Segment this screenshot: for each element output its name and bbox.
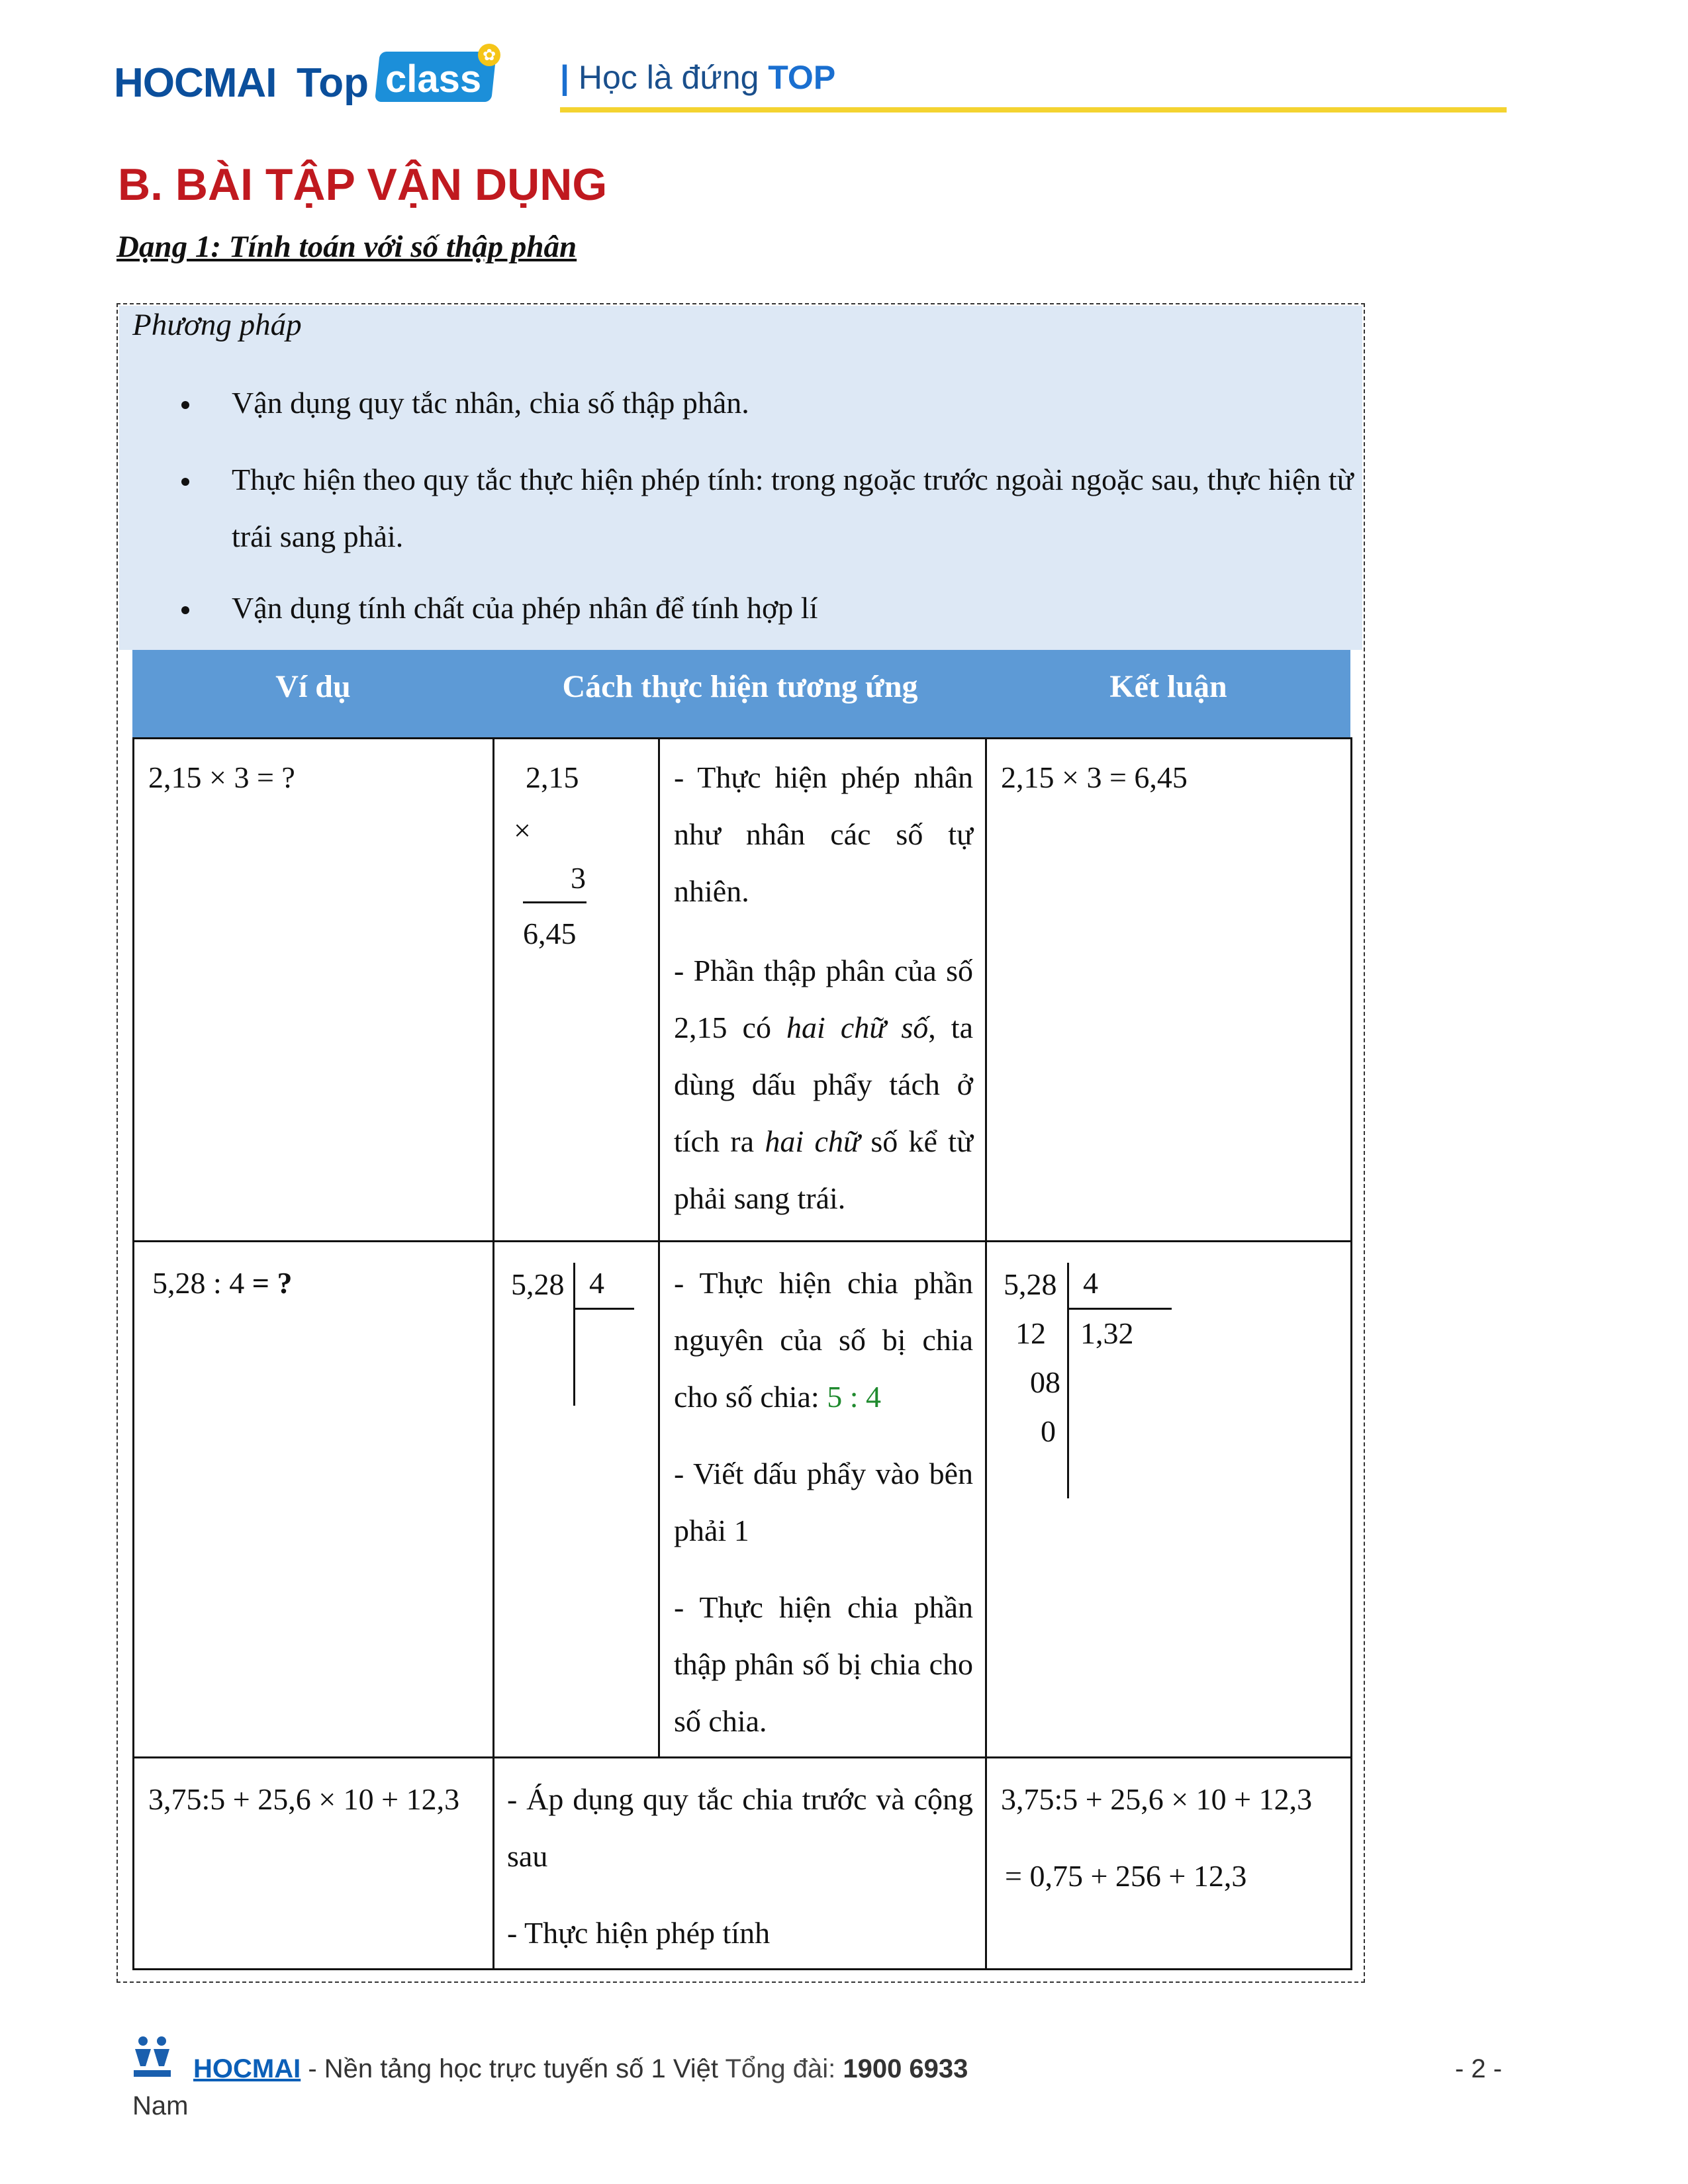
row2-res-line1: 12	[1015, 1316, 1046, 1350]
tagline-text: Học là đứng	[569, 59, 769, 96]
row2-div-dividend: 5,28	[511, 1267, 565, 1301]
row1-calc-top: 2,15	[526, 760, 579, 794]
row3-step-b: - Thực hiện phép tính	[507, 1916, 771, 1950]
row3-conclusion-b: = 0,75 + 256 + 12,3	[1005, 1859, 1247, 1893]
row1-steps	[674, 749, 973, 1227]
row1-example: 2,15 × 3 = ?	[148, 760, 295, 794]
table-rule	[132, 1240, 1352, 1242]
row2-example-eq: = ?	[244, 1266, 293, 1300]
footer-text	[193, 2054, 968, 2084]
logo-star-icon: ✿	[478, 44, 500, 66]
table-rule	[132, 737, 134, 1970]
row2-step-a-text: - Thực hiện chia phần nguyên của số bị chia cho số chia:	[674, 1266, 973, 1414]
row2-res-dividend: 5,28	[1004, 1267, 1057, 1301]
row2-res-vline	[1067, 1263, 1069, 1498]
row1-step-2a: - Phần thập phân của số 2,15 có	[674, 954, 973, 1044]
row2-div-hline	[573, 1308, 634, 1310]
row1-calc-line	[523, 901, 586, 903]
row1-calc-result: 6,45	[523, 917, 577, 950]
row1-step-2e: số kể từ phải sang trái.	[674, 1124, 974, 1215]
table-rule	[492, 737, 494, 1970]
row2-steps	[674, 1255, 973, 1750]
row3-example: 3,75:5 + 25,6 × 10 + 12,3	[148, 1782, 460, 1816]
section-title: B. BÀI TẬP VẬN DỤNG	[118, 159, 608, 210]
table-header-example: Ví dụ	[275, 669, 351, 704]
row1-calc-mid: 3	[571, 861, 586, 895]
footer-brand-link[interactable]: HOCMAI	[193, 2054, 301, 2083]
footer-hotline-number: 1900 6933	[843, 2054, 968, 2083]
row2-step-c: - Thực hiện chia phần thập phân số bị chia cho số chia.	[674, 1590, 973, 1738]
row2-res-line3: 0	[1041, 1414, 1056, 1448]
footer-hotline-label: Tổng đài:	[725, 2054, 843, 2083]
table-rule	[132, 1968, 1352, 1970]
row2-res-hline	[1067, 1308, 1172, 1310]
header-divider	[560, 107, 1507, 113]
method-bullet-1: Vận dụng quy tắc nhân, chia số thập phân.	[232, 386, 749, 420]
bullet-icon	[181, 401, 189, 409]
subtitle: Dạng 1: Tính toán với số thập phân	[117, 230, 577, 264]
table-rule	[985, 737, 987, 1970]
row3-steps	[507, 1771, 973, 1962]
method-bullet-2: Thực hiện theo quy tắc thực hiện phép tính: trong ngoặc trước ngoài ngoặc sau, thực hiện từ trái sang phải.	[232, 463, 1354, 553]
row2-step-a	[674, 1255, 973, 1426]
method-bullet-3: Vận dụng tính chất của phép nhân để tính hợp lí	[232, 591, 818, 625]
row2-step-a-math: 5 : 4	[827, 1380, 881, 1414]
row2-div-divisor: 4	[589, 1266, 604, 1300]
row2-res-quotient: 1,32	[1080, 1316, 1134, 1350]
row1-step-2	[674, 942, 973, 1227]
table-rule	[658, 737, 660, 1758]
row3-step-a: - Áp dụng quy tắc chia trước và cộng sau	[507, 1782, 973, 1873]
row2-example-expr: 5,28 : 4	[152, 1266, 245, 1300]
page-number: - 2 -	[1455, 2054, 1503, 2083]
row3-conclusion-a: 3,75:5 + 25,6 × 10 + 12,3	[1001, 1782, 1313, 1816]
tagline-top: TOP	[768, 59, 836, 96]
row1-step-1: - Thực hiện phép nhân như nhân các số tự nhiên.	[674, 760, 973, 908]
table-rule	[1350, 737, 1352, 1970]
table-rule	[132, 737, 1352, 739]
row1-step-2d: hai chữ	[765, 1124, 860, 1158]
hocmai-footer-logo-icon	[131, 2034, 173, 2081]
row1-step-2c: , ta dùng dấu phẩy tách ở tích ra	[674, 1011, 974, 1158]
row2-res-line2: 08	[1030, 1365, 1060, 1399]
tagline	[560, 58, 835, 97]
bullet-icon	[181, 606, 189, 614]
logo-top-text: Top	[297, 60, 369, 106]
row2-example	[152, 1265, 293, 1300]
row1-calc-op: ×	[514, 813, 531, 847]
table-rule	[132, 1756, 1352, 1758]
table-header-conclusion: Kết luận	[1109, 669, 1227, 704]
row2-res-divisor: 4	[1083, 1266, 1098, 1300]
footer-tagline: - Nền tảng học trực tuyến số 1 Việt	[301, 2054, 726, 2083]
row2-step-b: - Viết dấu phẩy vào bên phải 1	[674, 1457, 973, 1547]
logo-class-text: class	[385, 58, 482, 101]
row2-div-vline	[573, 1263, 575, 1406]
tagline-bar: |	[560, 59, 569, 96]
logo-hocmai-text: HOCMAI	[114, 60, 277, 106]
table-header-method: Cách thực hiện tương ứng	[562, 669, 918, 704]
row1-step-2b: hai chữ số	[786, 1011, 929, 1044]
row1-conclusion: 2,15 × 3 = 6,45	[1001, 760, 1188, 794]
method-heading: Phương pháp	[132, 308, 302, 342]
bullet-icon	[181, 478, 189, 486]
footer-line2: Nam	[132, 2091, 189, 2120]
